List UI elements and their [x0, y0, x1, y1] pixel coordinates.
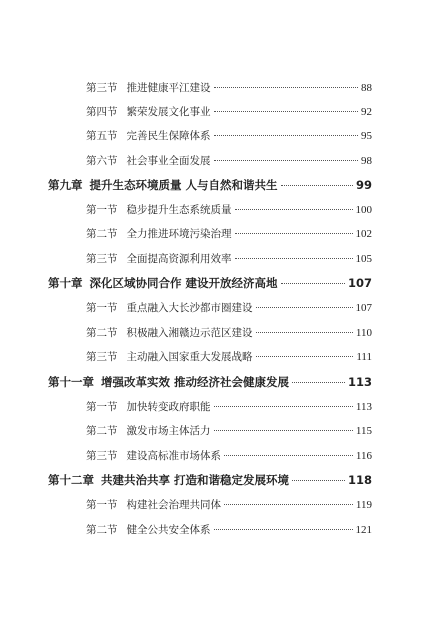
- toc-entry-number: 第一节: [86, 499, 118, 511]
- toc-entry-title: 社会事业全面发展: [126, 155, 211, 167]
- toc-entry-page-number: 99: [355, 178, 372, 192]
- dot-leader: [214, 406, 353, 407]
- toc-entry-title: 提升生态环境质量 人与自然和谐共生: [89, 178, 278, 192]
- dot-leader: [281, 185, 353, 186]
- toc-entry-section[interactable]: [86, 104, 372, 119]
- toc-entry-page-number: 110: [355, 327, 372, 339]
- toc-entry-title: 构建社会治理共同体: [126, 499, 221, 511]
- toc-entry-page-number: 113: [347, 375, 372, 389]
- toc-entry-title: 增强改革实效 推动经济社会健康发展: [101, 375, 290, 389]
- dot-leader: [292, 382, 345, 383]
- dot-leader: [214, 135, 359, 136]
- toc-entry-section[interactable]: [86, 251, 372, 266]
- toc-entry-title: 推进健康平江建设: [126, 82, 211, 94]
- dot-leader: [214, 111, 359, 112]
- toc-entry-page-number: 119: [355, 499, 372, 511]
- toc-entry-number: 第四节: [86, 106, 118, 118]
- toc-entry-title: 主动融入国家重大发展战略: [126, 351, 253, 363]
- dot-leader: [224, 455, 353, 456]
- dot-leader: [256, 332, 353, 333]
- toc-entry-title: 深化区域协同合作 建设开放经济高地: [89, 276, 278, 290]
- dot-leader: [214, 160, 359, 161]
- toc-entry-title: 健全公共安全体系: [126, 524, 211, 536]
- toc-entry-number: 第三节: [86, 450, 118, 462]
- dot-leader: [214, 87, 359, 88]
- toc-entry-number: 第三节: [86, 351, 118, 363]
- toc-entry-section[interactable]: [86, 202, 372, 217]
- toc-entry-title: 共建共治共享 打造和谐稳定发展环境: [101, 473, 290, 487]
- dot-leader: [214, 529, 353, 530]
- toc-entry-title: 稳步提升生态系统质量: [126, 204, 232, 216]
- toc-entry-page-number: 107: [347, 276, 372, 290]
- toc-entry-section[interactable]: [86, 226, 372, 241]
- toc-entry-number: 第九章: [48, 178, 83, 192]
- toc-entry-number: 第一节: [86, 302, 118, 314]
- dot-leader: [292, 480, 345, 481]
- toc-entry-number: 第十一章: [48, 375, 94, 389]
- dot-leader: [235, 209, 353, 210]
- toc-entry-section[interactable]: [86, 153, 372, 168]
- toc-entry-section[interactable]: [86, 300, 372, 315]
- toc-entry-number: 第六节: [86, 155, 118, 167]
- toc-entry-page-number: 102: [355, 228, 372, 240]
- toc-entry-chapter[interactable]: [48, 275, 372, 291]
- toc-entry-page-number: 116: [355, 450, 372, 462]
- toc-entry-page-number: 107: [355, 302, 372, 314]
- toc-entry-page-number: 111: [356, 351, 372, 363]
- toc-entry-chapter[interactable]: [48, 472, 372, 488]
- toc-entry-number: 第十二章: [48, 473, 94, 487]
- toc-entry-page-number: 92: [361, 106, 372, 118]
- toc-entry-page-number: 115: [355, 425, 372, 437]
- toc-entry-number: 第一节: [86, 204, 118, 216]
- toc-entry-page-number: 88: [361, 82, 372, 94]
- toc-entry-title: 重点融入大长沙都市圈建设: [126, 302, 253, 314]
- toc-entry-title: 繁荣发展文化事业: [126, 106, 211, 118]
- toc-entry-number: 第十章: [48, 276, 83, 290]
- toc-entry-number: 第五节: [86, 130, 118, 142]
- toc-entry-title: 建设高标准市场体系: [126, 450, 221, 462]
- toc-entry-section[interactable]: [86, 80, 372, 95]
- toc-entry-title: 全面提高资源利用效率: [126, 253, 232, 265]
- toc-entry-chapter[interactable]: [48, 177, 372, 193]
- toc-entry-page-number: 121: [355, 524, 372, 536]
- toc-entry-section[interactable]: [86, 128, 372, 143]
- toc-entry-page-number: 98: [361, 155, 372, 167]
- dot-leader: [214, 430, 353, 431]
- dot-leader: [235, 233, 353, 234]
- toc-entry-section[interactable]: [86, 522, 372, 537]
- toc-entry-section[interactable]: [86, 423, 372, 438]
- dot-leader: [256, 356, 354, 357]
- dot-leader: [281, 283, 345, 284]
- toc-entry-page-number: 95: [361, 130, 372, 142]
- toc-entry-title: 激发市场主体活力: [126, 425, 211, 437]
- dot-leader: [256, 307, 353, 308]
- toc-entry-title: 全力推进环境污染治理: [126, 228, 232, 240]
- toc-entry-section[interactable]: [86, 399, 372, 414]
- toc-entry-number: 第三节: [86, 82, 118, 94]
- toc-entry-number: 第二节: [86, 524, 118, 536]
- toc-entry-number: 第二节: [86, 425, 118, 437]
- toc-entry-number: 第二节: [86, 327, 118, 339]
- dot-leader: [235, 258, 353, 259]
- toc-entry-section[interactable]: [86, 448, 372, 463]
- toc-entry-number: 第二节: [86, 228, 118, 240]
- toc-entry-section[interactable]: [86, 497, 372, 512]
- toc-entry-title: 积极融入湘赣边示范区建设: [126, 327, 253, 339]
- toc-entry-section[interactable]: [86, 349, 372, 364]
- dot-leader: [224, 504, 353, 505]
- toc-entry-page-number: 118: [347, 473, 372, 487]
- toc-entry-page-number: 100: [355, 204, 372, 216]
- toc-entry-title: 完善民生保障体系: [126, 130, 211, 142]
- toc-entry-page-number: 105: [355, 253, 372, 265]
- toc-entry-number: 第三节: [86, 253, 118, 265]
- toc-entry-page-number: 113: [355, 401, 372, 413]
- toc-entry-chapter[interactable]: [48, 374, 372, 390]
- toc-entry-number: 第一节: [86, 401, 118, 413]
- toc-entry-title: 加快转变政府职能: [126, 401, 211, 413]
- toc-entry-section[interactable]: [86, 325, 372, 340]
